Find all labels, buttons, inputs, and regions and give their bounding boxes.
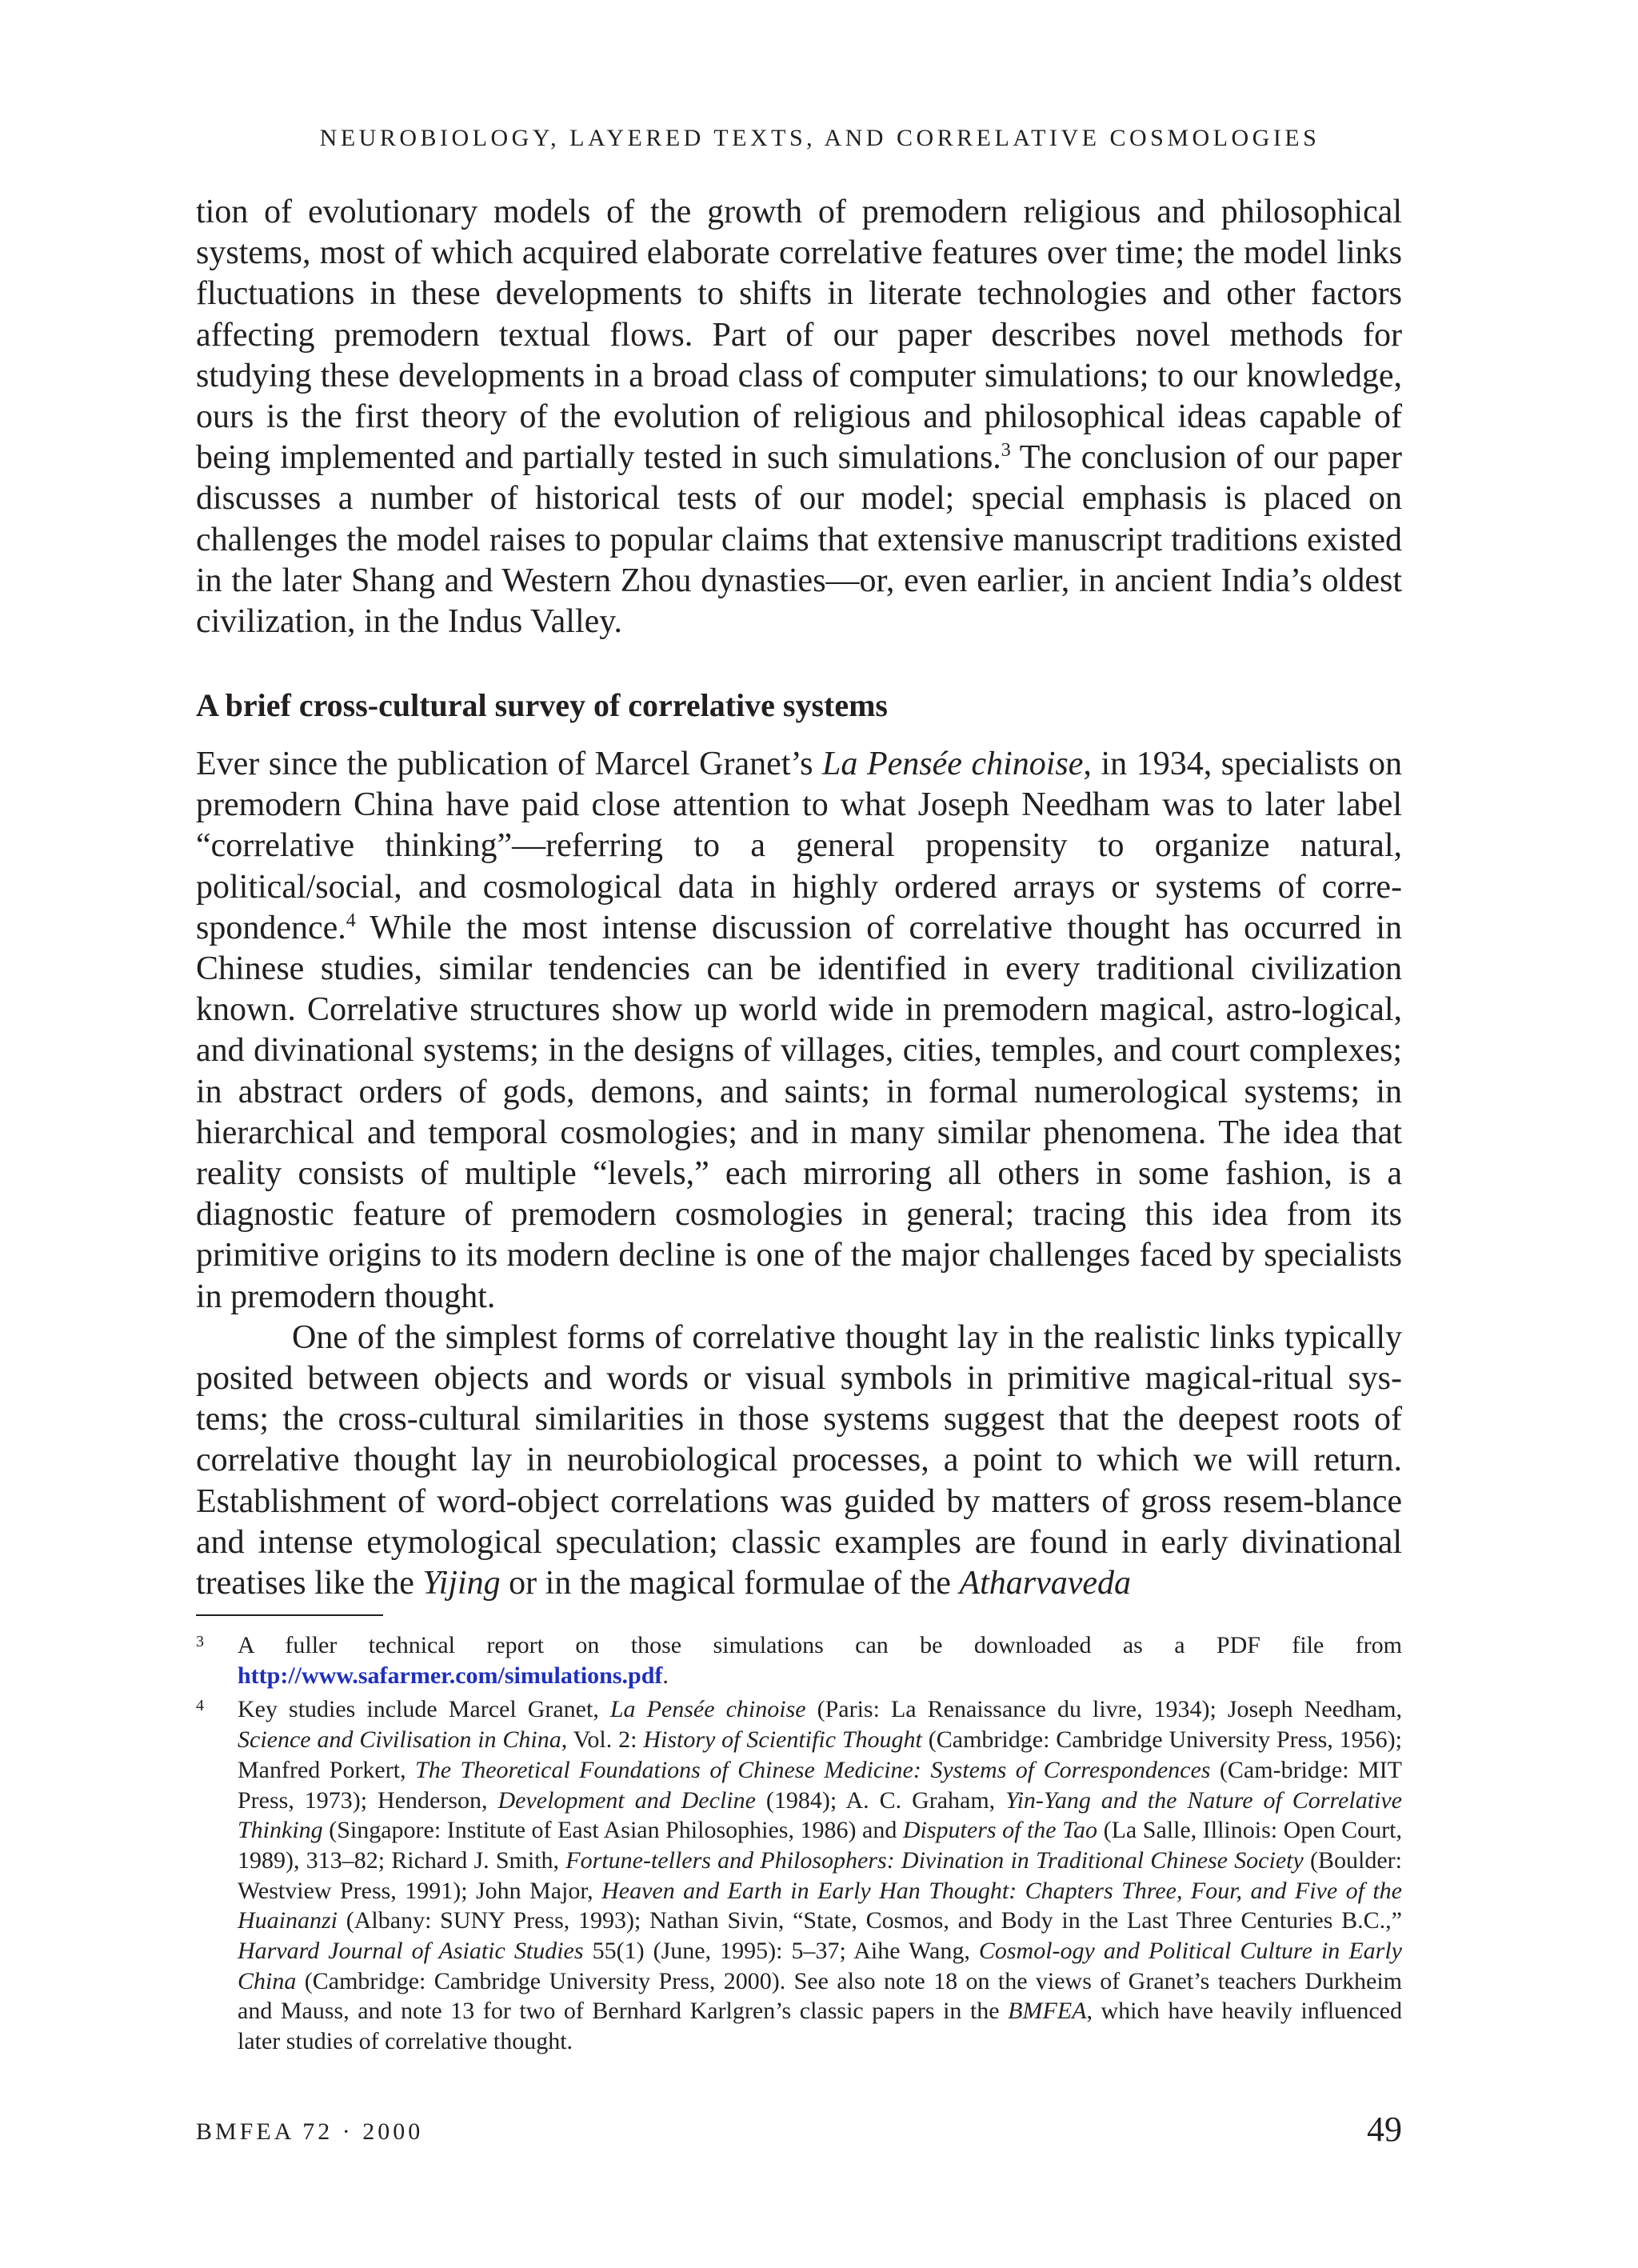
intro-paragraph: tion of evolutionary models of the growth of premodern religious and philosophical systems, most of which acquired elaborate correlative features over time; the model links fluctuations in these developments to shifts in literate technologies and other factors affecting premodern textual flows. Part of our paper describes novel methods for studying these developments in a broad class of computer simulations; to our knowledge, ours is the first theory of the evolution of religious and philosophical ideas capable of being implemented and partially tested in such simulations.$^3$ The conclusion of our paper discusses a number of historical tests of our model; special emphasis is placed on challenges the model raises to popular claims that extensive manuscript traditions existed in the later Shang and Western Zhou dynasties—or, even earlier, in ancient India’s oldest civilization, in the Indus Valley. bbox=[196, 194, 1402, 641]
footnote-4: 4 Key studies include Marcel Granet, La Pensée chinoise (Paris: La Renaissance du livre, 1934); Joseph Needham, Science and Civilisation in China, Vol. 2: History of Scientific Thought (Cambridge: Cambridge University Press, 1956); Manfred Porkert, The Theoretical Foundations of Chinese Medicine: Systems of Correspondences (Cam-bridge: MIT Press, 1973); Henderson, Development and Decline (1984); A. C. Graham, Yin-Yang and the Nature of Correlative Thinking (Singapore: Institute of East Asian Philosophies, 1986) and Disputers of the Tao (La Salle, Illinois: Open Court, 1989), 313–82; Richard J. Smith, Fortune-tellers and Philosophers: Divination in Traditional Chinese Society (Boulder: Westview Press, 1991); John Major, Heaven and Earth in Early Han Thought: Chapters Three, Four, and Five of the Huainanzi (Albany: SUNY Press, 1993); Nathan Sivin, “State, Cosmos, and Body in the Last Three Centuries B.C.,” Harvard Journal of Asiatic Studies 55(1) (June, 1995): 5–37; Aihe Wang, Cosmol-ogy and Political Culture in Early China (Cambridge: Cambridge University Press, 2000). See also note 18 on the views of Granet’s teachers Durkheim and Mauss, and note 13 for two of Bernhard Karlgren’s classic papers in the BMFEA, which have heavily influenced later studies of correlative thought. bbox=[196, 1694, 1402, 2056]
footnote-number: 4 bbox=[196, 1697, 204, 1715]
footnote-ref-4[interactable]: 4 bbox=[346, 910, 356, 931]
footnote-3: 3 A fuller technical report on those simulations can be downloaded as a PDF file from http://www.safarmer.com/simulations.pdf. bbox=[196, 1630, 1402, 1690]
section-body bbox=[196, 744, 1402, 1604]
journal-folio: BMFEA 72 · 2000 bbox=[196, 2118, 424, 2145]
footnote-ref-3[interactable]: 3 bbox=[1001, 440, 1011, 462]
simulations-pdf-link[interactable]: http://www.safarmer.com/simulations.pdf bbox=[238, 1662, 663, 1689]
intro-text bbox=[196, 192, 1402, 642]
section-paragraph-2: One of the simplest forms of correlative thought lay in the realistic links typically posited between objects and words or visual symbols in primitive magical-ritual sys-tems; the cross-cultural similarities in those systems suggest that the deepest roots of correlative thought lay in neurobiological processes, a point to which we will return. Establishment of word-object correlations was guided by matters of gross resem-blance and intense etymological speculation; classic examples are found in early divinational treatises like the Yijing or in the magical formulae of the Atharvaveda bbox=[196, 1318, 1402, 1602]
running-head: NEUROBIOLOGY, LAYERED TEXTS, AND CORRELATIVE COSMOLOGIES bbox=[319, 125, 1320, 151]
page-number: 49 bbox=[1367, 2110, 1402, 2149]
footnotes bbox=[196, 1630, 1402, 2061]
section-heading: A brief cross-cultural survey of correlative systems bbox=[196, 687, 888, 723]
footnote-number: 3 bbox=[196, 1633, 204, 1650]
footnote-divider bbox=[196, 1614, 383, 1616]
section-paragraph-1: Ever since the publication of Marcel Granet’s La Pensée chinoise, in 1934, specialists on premodern China have paid close attention to what Joseph Needham was to later label “correlative thinking”—referring to a general propensity to organize natural, political/social, and cosmological data in highly ordered arrays or systems of corre-spondence.$^4$ While the most intense discussion of correlative thought has occurred in Chinese studies, similar tendencies can be identified in every traditional civilization known. Correlative structures show up world wide in premodern magical, astro-logical, and divinational systems; in the designs of villages, cities, temples, and court complexes; in abstract orders of gods, demons, and saints; in formal numerological systems; in hierarchical and temporal cosmologies; and in many similar phenomena. The idea that reality consists of multiple “levels,” each mirroring all others in some fashion, is a diagnostic feature of premodern cosmologies in general; tracing this idea from its primitive origins to its modern decline is one of the major challenges faced by specialists in premodern thought. bbox=[196, 746, 1402, 1315]
